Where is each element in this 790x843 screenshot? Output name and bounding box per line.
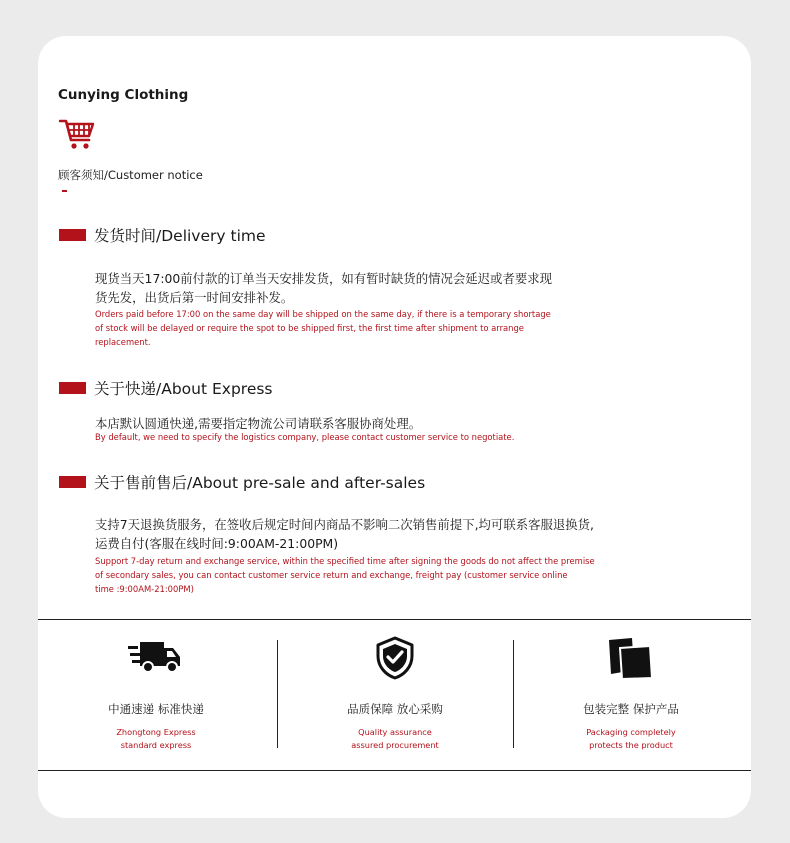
text-line: protects the product: [589, 739, 673, 750]
brand-name: Cunying Clothing: [58, 87, 189, 103]
text-line: 现货当天17:00前付款的订单当天安排发货，如有暂时缺货的情况会延迟或者要求现: [95, 271, 552, 286]
section-delivery-time-header: [59, 224, 266, 246]
text-line: time :9:00AM-21:00PM): [95, 584, 194, 594]
feature-subtitle: [513, 726, 749, 751]
shopping-cart-icon: [59, 118, 95, 150]
section-about-express-header: [59, 377, 273, 399]
section-title: 发货时间/Delivery time: [94, 227, 266, 245]
text-line: replacement.: [95, 337, 151, 347]
section-title: 关于快递/About Express: [94, 380, 273, 398]
features-top-divider: [38, 619, 751, 620]
quality-shield-icon: [373, 636, 417, 680]
section-title: 关于售前售后/About pre-sale and after-sales: [94, 474, 426, 492]
section-marker: [59, 476, 86, 488]
package-box-icon: [606, 636, 656, 680]
text-line: Quality assurance: [358, 727, 432, 737]
text-line: of stock will be delayed or require the spot to be shipped first, the first time after shipment to arrange: [95, 323, 524, 333]
text-line: By default, we need to specify the logistics company, please contact customer service to negotiate.: [95, 432, 515, 442]
text-line: Support 7-day return and exchange service, within the specified time after signing the goods do not affect the premise: [95, 556, 595, 566]
section-marker: [59, 229, 86, 241]
delivery-truck-icon: [128, 636, 184, 676]
text-line: Zhongtong Express: [116, 727, 196, 737]
presale-aftersales-en-text: [95, 554, 635, 596]
text-line: 运费自付(客服在线时间:9:00AM-21:00PM): [95, 536, 339, 551]
customer-notice-heading: 顾客须知/Customer notice: [58, 168, 203, 182]
feature-quality: [277, 636, 513, 756]
feature-title: 包装完整 保护产品: [583, 702, 679, 716]
text-line: Packaging completely: [586, 727, 676, 737]
feature-title: 中通速递 标准快递: [108, 702, 204, 716]
feature-subtitle: [277, 726, 513, 751]
features-bottom-divider: [38, 770, 751, 771]
feature-express: [38, 636, 274, 756]
text-line: Orders paid before 17:00 on the same day will be shipped on the same day, if there is a temporary shortage: [95, 309, 551, 319]
text-line: 本店默认圆通快递,需要指定物流公司请联系客服协商处理。: [95, 416, 422, 431]
text-line: assured procurement: [351, 739, 439, 750]
delivery-time-cn-text: [95, 269, 695, 307]
feature-subtitle: [38, 726, 274, 751]
section-presale-aftersales-header: [59, 471, 425, 493]
about-express-en-text: [95, 430, 635, 444]
text-line: of secondary sales, you can contact customer service return and exchange, freight pay (customer service online: [95, 570, 568, 580]
feature-packaging: [513, 636, 749, 756]
presale-aftersales-cn-text: [95, 515, 725, 553]
text-line: 货先发，出货后第一时间安排补发。: [95, 290, 294, 305]
customer-notice-card: [38, 36, 751, 818]
feature-title: 品质保障 放心采购: [347, 702, 443, 716]
delivery-time-en-text: [95, 307, 635, 349]
section-marker: [59, 382, 86, 394]
text-line: 支持7天退换货服务，在签收后规定时间内商品不影响二次销售前提下,均可联系客服退换货,: [95, 517, 594, 532]
notice-underline-dash: [62, 190, 67, 192]
text-line: standard express: [120, 739, 192, 750]
